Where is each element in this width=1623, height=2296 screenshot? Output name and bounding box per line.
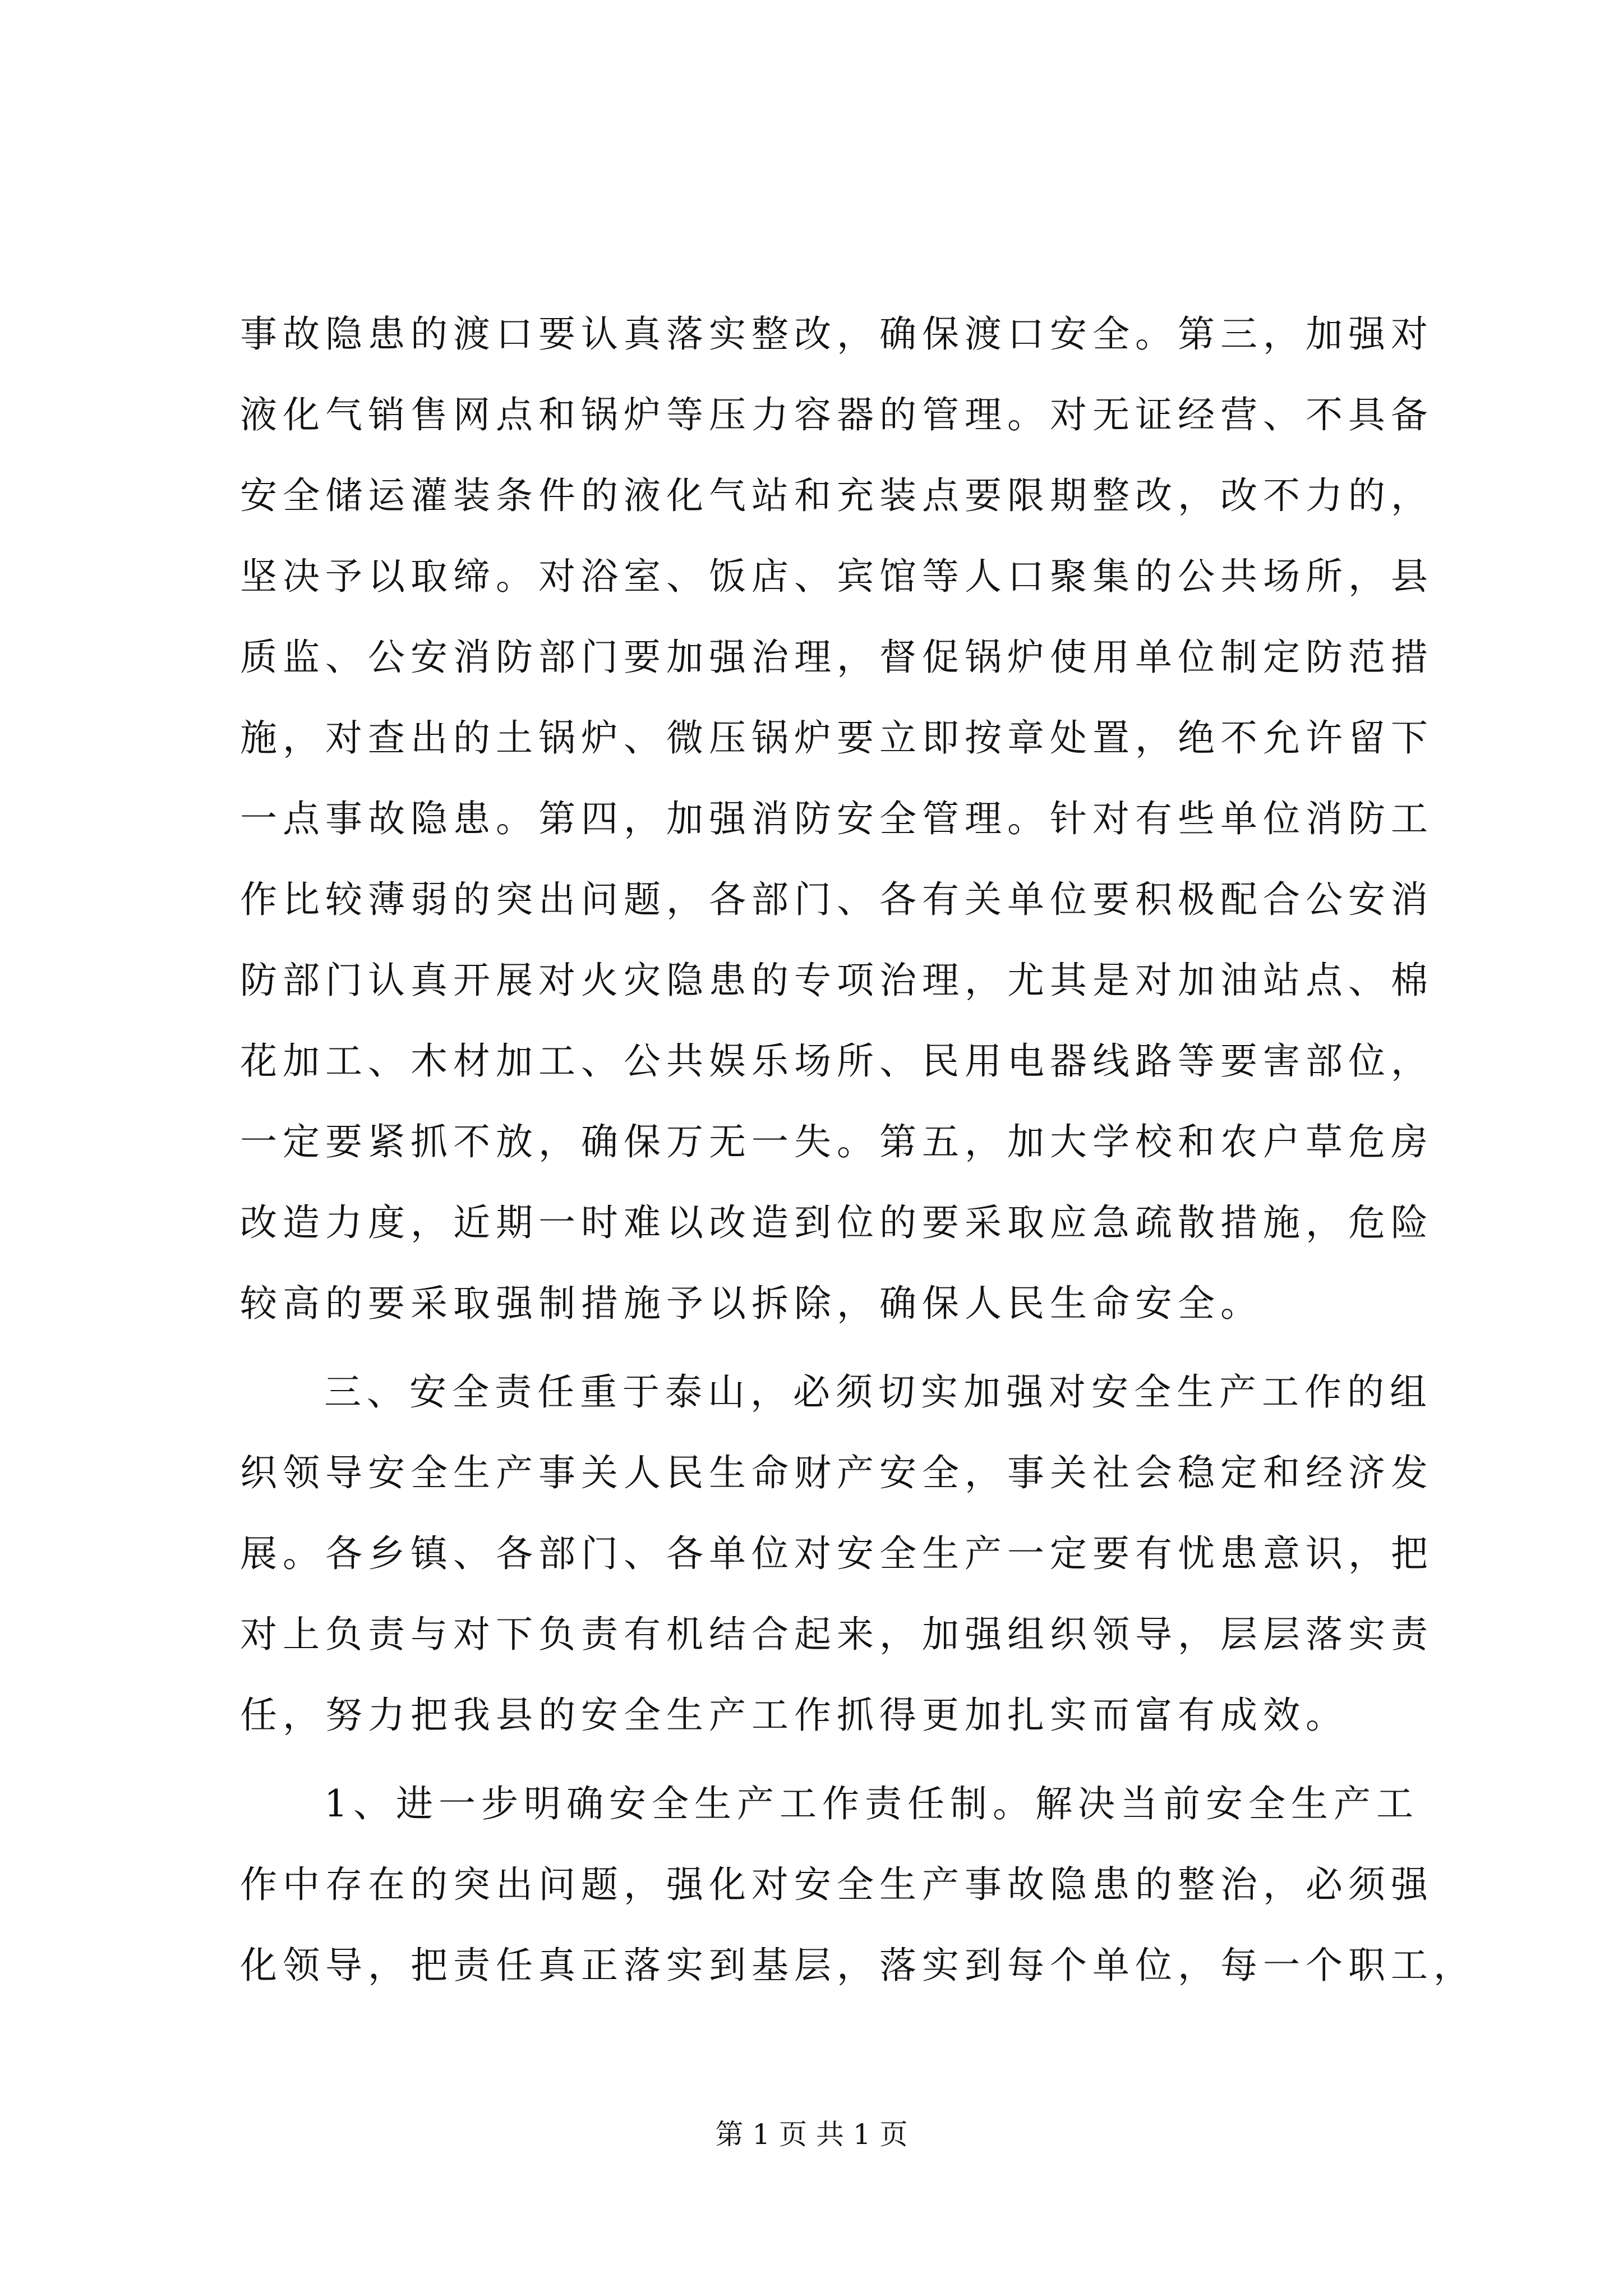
text-line: 织领导安全生产事关人民生命财产安全，事关社会稳定和经济发: [240, 1451, 1433, 1494]
text-line: 展。各乡镇、各部门、各单位对安全生产一定要有忧患意识，把: [240, 1532, 1433, 1575]
text-line: 对上负责与对下负责有机结合起来，加强组织领导，层层落实责: [240, 1613, 1433, 1656]
document-body: [240, 294, 1476, 2006]
text-line: 任，努力把我县的安全生产工作抓得更加扎实而富有成效。: [240, 1694, 1348, 1737]
text-line: 较高的要采取强制措施予以拆除，确保人民生命安全。: [240, 1282, 1263, 1325]
text-line: 事故隐患的渡口要认真落实整改，确保渡口安全。第三，加强对: [240, 312, 1433, 356]
text-line: 作比较薄弱的突出问题，各部门、各有关单位要积极配合公安消: [240, 878, 1433, 921]
paragraph-item-one: 1、进一步明确安全生产工作责任制。解决当前安全生产工: [324, 1782, 1419, 1825]
text-line: 液化气销售网点和锅炉等压力容器的管理。对无证经营、不具备: [240, 393, 1433, 436]
page-footer: [0, 2115, 1623, 2154]
page-number: 第 1 页 共 1 页: [715, 2118, 908, 2151]
text-line: 坚决予以取缔。对浴室、饭店、宾馆等人口聚集的公共场所，县: [240, 555, 1433, 598]
text-line: 质监、公安消防部门要加强治理，督促锅炉使用单位制定防范措: [240, 636, 1433, 679]
text-line: 防部门认真开展对火灾隐患的专项治理，尤其是对加油站点、棉: [240, 959, 1433, 1002]
text-line: 改造力度，近期一时难以改造到位的要采取应急疏散措施，危险: [240, 1201, 1433, 1244]
text-line: 一定要紧抓不放，确保万无一失。第五，加大学校和农户草危房: [240, 1120, 1433, 1163]
text-line: 安全储运灌装条件的液化气站和充装点要限期整改，改不力的，: [240, 474, 1433, 517]
text-line: 化领导，把责任真正落实到基层，落实到每个单位，每一个职工，: [240, 1944, 1476, 1987]
text-line: 一点事故隐患。第四，加强消防安全管理。针对有些单位消防工: [240, 797, 1433, 840]
text-line: 作中存在的突出问题，强化对安全生产事故隐患的整治，必须强: [240, 1863, 1433, 1906]
paragraph-heading-three: 三、安全责任重于泰山，必须切实加强对安全生产工作的组: [324, 1370, 1432, 1414]
text-line: 施，对查出的土锅炉、微压锅炉要立即按章处置，绝不允许留下: [240, 716, 1433, 760]
text-line: 花加工、木材加工、公共娱乐场所、民用电器线路等要害部位，: [240, 1039, 1433, 1083]
